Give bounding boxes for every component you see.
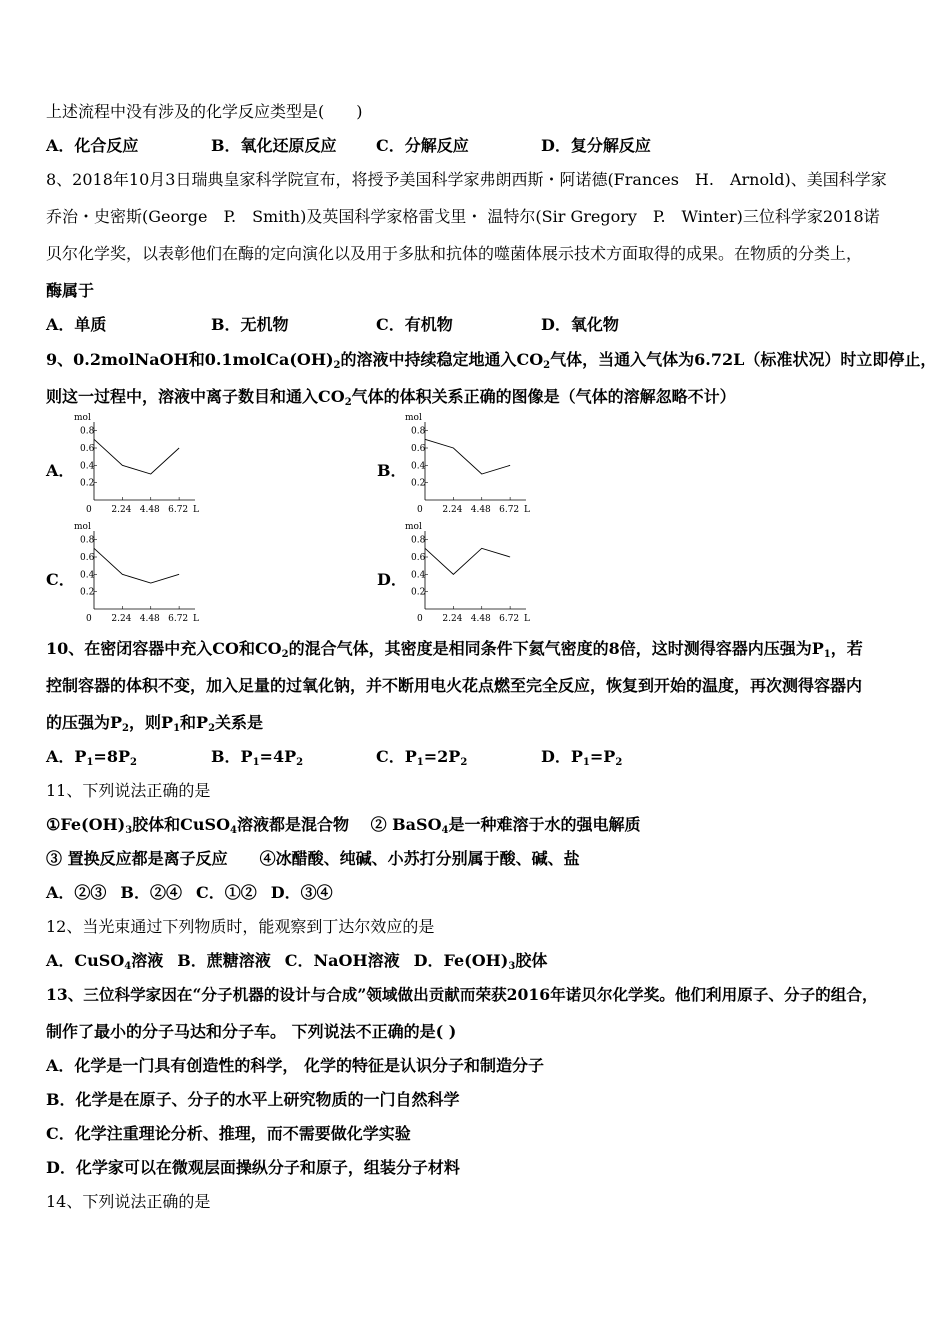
y-unit-label: mol <box>405 522 422 532</box>
y-tick-label: 0.2 <box>80 587 95 598</box>
q13-option-b: B．化学是在原子、分子的水平上研究物质的一门自然科学 <box>46 1090 460 1109</box>
q11-option-a: A．②③ <box>46 883 107 902</box>
q7-options <box>46 136 706 156</box>
q9-graph-label-c: C． <box>46 570 75 589</box>
x-unit-label: L <box>193 505 199 515</box>
series-line <box>94 548 179 583</box>
x-tick-label: 2.24 <box>442 505 463 515</box>
q9-graph-label-a: A． <box>46 461 75 480</box>
q7-option-d: D．复分解反应 <box>541 136 651 155</box>
q9-graph-a <box>72 412 202 518</box>
y-unit-label: mol <box>74 522 91 532</box>
q9-line-2: 则这一过程中，溶液中离子数目和通入$CO_2$气体的体积关系正确的图像是（气体的溶解忽略不计） <box>46 387 736 408</box>
y-tick-label: 0.4 <box>80 570 95 581</box>
q11-option-c: C．①② <box>195 883 257 902</box>
series-line <box>94 439 179 474</box>
q9-graph-label-b: B． <box>377 461 407 480</box>
x-unit-label: L <box>193 614 199 624</box>
q13-option-a: A．化学是一门具有创造性的科学， 化学的特征是认识分子和制造分子 <box>46 1056 544 1075</box>
q8-option-d: D．氧化物 <box>541 315 619 334</box>
x-unit-label: L <box>524 505 530 515</box>
q11-option-b: B．②④ <box>120 883 182 902</box>
q10-line-2: 控制容器的体积不变，加入足量的过氧化钠，并不断用电火花点燃至完全反应，恢复到开始的温度，再次测得容器内 <box>46 676 863 695</box>
q7-option-c: C．分解反应 <box>376 136 469 155</box>
q9-graph-c <box>72 521 202 627</box>
q8-line-3: 贝尔化学奖，以表彰他们在酶的定向演化以及用于多肽和抗体的噬菌体展示技术方面取得的成果。在物质的分类上， <box>46 244 863 263</box>
y-unit-label: mol <box>74 413 91 423</box>
series-line <box>425 548 510 574</box>
q12-option-b: B．蔗糖溶液 <box>177 951 271 970</box>
y-tick-label: 0.4 <box>80 461 95 472</box>
q10-option-c: C．$P_1=2P_2$ <box>376 747 468 768</box>
q9-graph-d <box>403 521 533 627</box>
y-tick-label: 0.8 <box>411 535 426 546</box>
q10-line-3: 的压强为$P_2$，则$P_1$和$P_2$关系是 <box>46 713 264 734</box>
origin-label: 0 <box>417 614 423 624</box>
q11-statement-2: ③ 置换反应都是离子反应 ④冰醋酸、纯碱、小苏打分别属于酸、碱、盐 <box>46 849 580 868</box>
y-tick-label: 0.6 <box>411 553 426 563</box>
q14-stem: 14、下列说法正确的是 <box>46 1192 211 1211</box>
x-tick-label: 6.72 <box>499 614 520 624</box>
q7-option-a: A．化合反应 <box>46 136 139 155</box>
x-tick-label: 6.72 <box>499 505 520 515</box>
y-tick-label: 0.2 <box>411 587 426 598</box>
q8-option-c: C．有机物 <box>376 315 453 334</box>
q12-options <box>46 951 561 971</box>
y-tick-label: 0.4 <box>411 461 426 472</box>
q9-line-1: 9、0.2molNaOH和$0.1molCa(OH)_2$的溶液中持续稳定地通入$CO_2$气体，当通入气体为6.72L（标准状况）时立即停止， <box>46 350 937 371</box>
x-tick-label: 6.72 <box>168 614 189 624</box>
origin-label: 0 <box>86 505 92 515</box>
q13-line-1: 13、三位科学家因在“分子机器的设计与合成”领域做出贡献而荣获2016年诺贝尔化学奖。他们利用原子、分子的组合， <box>46 985 878 1004</box>
x-tick-label: 4.48 <box>139 505 160 515</box>
q8-line-4: 酶属于 <box>46 281 95 300</box>
x-tick-label: 6.72 <box>168 505 189 515</box>
y-tick-label: 0.8 <box>80 535 95 546</box>
q11-option-d: D．③④ <box>270 883 333 902</box>
q9-graph-label-d: D． <box>377 570 407 589</box>
q8-options <box>46 315 706 335</box>
q12-stem: 12、当光束通过下列物质时，能观察到丁达尔效应的是 <box>46 917 435 936</box>
q12-option-c: C．NaOH溶液 <box>284 951 400 970</box>
x-tick-label: 2.24 <box>442 614 463 624</box>
y-tick-label: 0.8 <box>411 426 426 437</box>
q13-line-2: 制作了最小的分子马达和分子车。 下列说法不正确的是( ) <box>46 1022 457 1041</box>
q13-option-c: C．化学注重理论分析、推理，而不需要做化学实验 <box>46 1124 411 1143</box>
y-tick-label: 0.2 <box>411 478 426 489</box>
x-tick-label: 4.48 <box>139 614 160 624</box>
q10-option-d: D．$P_1=P_2$ <box>541 747 623 768</box>
q11-options <box>46 883 347 903</box>
q8-line-1: 8、2018年10月3日瑞典皇家科学院宣布，将授予美国科学家弗朗西斯・阿诺德(Frances H. Arnold)、美国科学家 <box>46 170 887 189</box>
series-line <box>425 439 510 474</box>
q10-options <box>46 747 706 767</box>
y-tick-label: 0.6 <box>411 444 426 454</box>
origin-label: 0 <box>417 505 423 515</box>
y-tick-label: 0.6 <box>80 444 95 454</box>
q12-option-d: D．$Fe(OH)_3$胶体 <box>413 951 548 972</box>
q11-stem: 11、下列说法正确的是 <box>46 781 211 800</box>
origin-label: 0 <box>86 614 92 624</box>
x-tick-label: 4.48 <box>470 505 491 515</box>
x-tick-label: 4.48 <box>470 614 491 624</box>
x-tick-label: 2.24 <box>111 614 132 624</box>
q9-graph-b <box>403 412 533 518</box>
q8-option-a: A．单质 <box>46 315 107 334</box>
q10-option-a: A．$P_1=8P_2$ <box>46 747 137 768</box>
y-tick-label: 0.2 <box>80 478 95 489</box>
q8-option-b: B．无机物 <box>211 315 289 334</box>
q7-stem: 上述流程中没有涉及的化学反应类型是( ) <box>46 102 363 121</box>
q11-statement-1: $①Fe(OH)_3$胶体和CuSO$_4$溶液都是混合物 ② BaSO$_4$是一种难溶于水的强电解质 <box>46 815 641 836</box>
q12-option-a: A．CuSO$_4$溶液 <box>46 951 164 972</box>
y-tick-label: 0.6 <box>80 553 95 563</box>
q10-option-b: B．$P_1=4P_2$ <box>211 747 304 768</box>
q13-option-d: D．化学家可以在微观层面操纵分子和原子，组装分子材料 <box>46 1158 460 1177</box>
q7-option-b: B．氧化还原反应 <box>211 136 337 155</box>
x-unit-label: L <box>524 614 530 624</box>
q10-line-1: 10、在密闭容器中充入CO和$CO_2$的混合气体，其密度是相同条件下氦气密度的8倍，这时测得容器内压强为$P_1$，若 <box>46 639 863 660</box>
y-tick-label: 0.8 <box>80 426 95 437</box>
q8-line-2: 乔治・史密斯(George P. Smith)及英国科学家格雷戈里・ 温特尔(Sir Gregory P. Winter)三位科学家2018诺 <box>46 207 880 226</box>
y-unit-label: mol <box>405 413 422 423</box>
x-tick-label: 2.24 <box>111 505 132 515</box>
y-tick-label: 0.4 <box>411 570 426 581</box>
